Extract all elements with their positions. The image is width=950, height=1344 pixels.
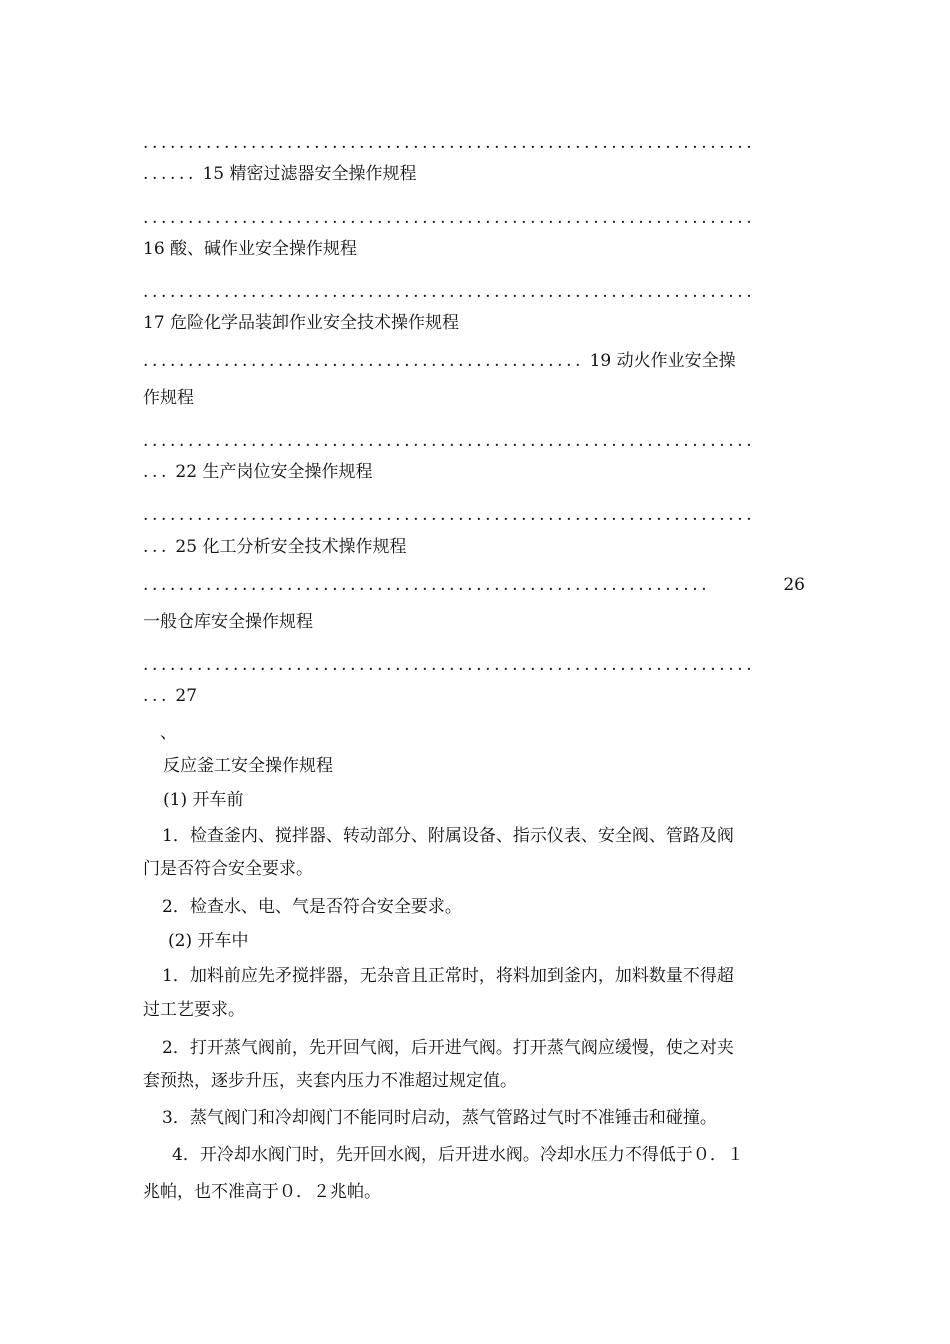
toc-leader-dots: ... [143, 462, 171, 482]
toc-entry-15 [143, 162, 805, 186]
toc-leader-dots: ...... [143, 164, 198, 184]
subsection-heading: (1) 开车前 [163, 790, 244, 810]
toc-leader-dots: .................................................................... [143, 282, 756, 302]
toc-entry-26 [143, 573, 805, 597]
toc-entry-16: 16 酸、碱作业安全操作规程 [143, 239, 358, 259]
toc-entry-label: 19 动火作业安全操 [589, 351, 736, 371]
punctuation-mark: 、 [160, 723, 177, 743]
toc-leader-dots: .................................................................... [143, 431, 756, 451]
toc-leader-dots: .................................................................... [143, 133, 756, 153]
paragraph: 3．蒸气阀门和冷却阀门不能同时启动，蒸气管路过气时不准锤击和碰撞。 [162, 1108, 717, 1128]
paragraph: 1．检查釜内、搅拌器、转动部分、附属设备、指示仪表、安全阀、管路及阀 [162, 826, 734, 846]
toc-entry-label: 15 精密过滤器安全操作规程 [202, 164, 417, 184]
toc-leader-dots: .................................................................... [143, 208, 756, 228]
toc-entry-continuation: 作规程 [143, 388, 194, 408]
paragraph-continuation: 门是否符合安全要求。 [143, 859, 313, 879]
toc-entry-25 [143, 535, 805, 559]
toc-leader-dots: ............................................................... [143, 575, 711, 595]
paragraph: 1．加料前应先矛搅拌器，无杂音且正常时，将料加到釜内，加料数量不得超 [162, 966, 734, 986]
toc-leader-dots: .................................................................... [143, 655, 756, 675]
paragraph: 2．打开蒸气阀前，先开回气阀，后开进气阀。打开蒸气阀应缓慢，使之对夹 [162, 1038, 734, 1058]
toc-entry-19 [143, 349, 805, 373]
toc-leader-dots: .................................................................... [143, 505, 756, 525]
toc-leader-dots: ... [143, 686, 171, 706]
paragraph: 2．检查水、电、气是否符合安全要求。 [162, 897, 462, 917]
paragraph-continuation: 过工艺要求。 [143, 1000, 245, 1020]
toc-entry-17: 17 危险化学品装卸作业安全技术操作规程 [143, 313, 460, 333]
subsection-heading: (2) 开车中 [168, 931, 249, 951]
paragraph-continuation: 套预热，逐步升压，夹套内压力不准超过规定值。 [143, 1071, 517, 1091]
toc-entry-label: 25 化工分析安全技术操作规程 [175, 537, 407, 557]
toc-entry-label: 22 生产岗位安全操作规程 [175, 462, 373, 482]
toc-page-number: 27 [175, 686, 198, 706]
toc-entry-22 [143, 460, 805, 484]
section-title: 反应釜工安全操作规程 [163, 756, 333, 776]
toc-leader-dots: ................................................. [143, 351, 585, 371]
toc-entry-27 [143, 684, 805, 708]
toc-leader-dots: ... [143, 537, 171, 557]
paragraph: 4．开冷却水阀门时，先开回水阀，后开进水阀。冷却水压力不得低于０．１ [172, 1145, 744, 1165]
toc-page-number: 26 [783, 575, 805, 595]
toc-entry-warehouse: 一般仓库安全操作规程 [143, 612, 313, 632]
paragraph-continuation: 兆帕，也不准高于０．２兆帕。 [143, 1182, 381, 1202]
